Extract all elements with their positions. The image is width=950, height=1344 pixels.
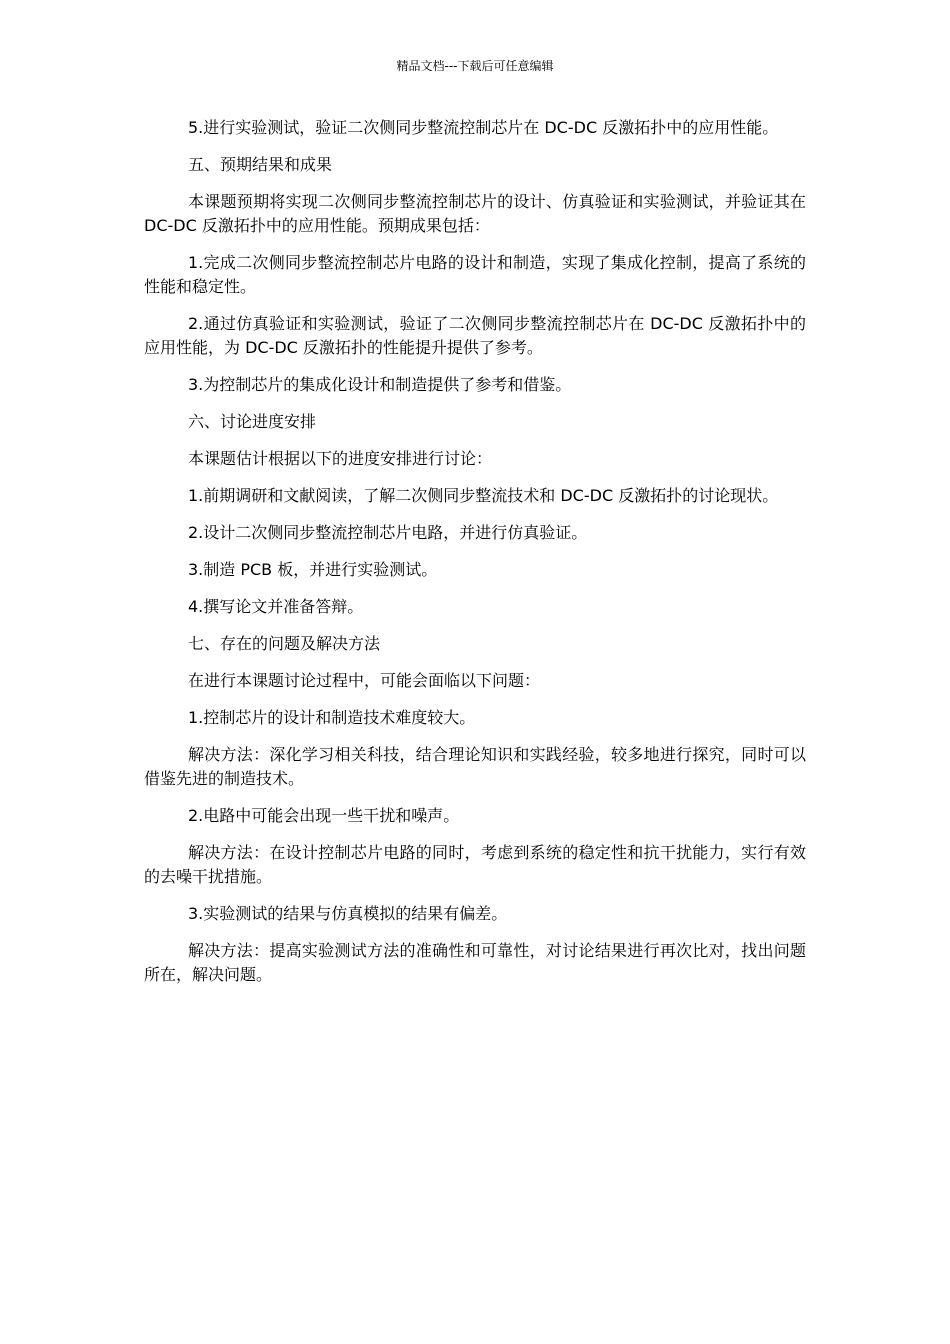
paragraph-solution-3: 解决方法：提高实验测试方法的准确性和可靠性，对讨论结果进行再次比对，找出问题所在，解决问题。: [144, 941, 806, 984]
section-heading-expected-results: 五、预期结果和成果: [188, 155, 333, 174]
paragraph-solution-1: 解决方法：深化学习相关科技，结合理论知识和实践经验，较多地进行探究，同时可以借鉴先进的制造技术。: [144, 745, 806, 788]
paragraph-result-item-3: 3.为控制芯片的集成化设计和制造提供了参考和借鉴。: [188, 375, 572, 394]
paragraph-solution-2: 解决方法：在设计控制芯片电路的同时，考虑到系统的稳定性和抗干扰能力，实行有效的去噪干扰措施。: [144, 843, 806, 886]
paragraph-schedule-intro: 本课题估计根据以下的进度安排进行讨论：: [188, 449, 493, 468]
paragraph-test-item-5: 5.进行实验测试，验证二次侧同步整流控制芯片在 DC-DC 反激拓扑中的应用性能。: [188, 118, 779, 137]
paragraph-problems-intro: 在进行本课题讨论过程中，可能会面临以下问题：: [188, 671, 541, 690]
paragraph-schedule-item-1: 1.前期调研和文献阅读，了解二次侧同步整流技术和 DC-DC 反激拓扑的讨论现状。: [188, 486, 779, 505]
paragraph-schedule-item-4: 4.撰写论文并准备答辩。: [188, 597, 364, 616]
paragraph-result-item-1: 1.完成二次侧同步整流控制芯片电路的设计和制造，实现了集成化控制，提高了系统的性能和稳定性。: [144, 253, 806, 296]
section-heading-schedule: 六、讨论进度安排: [188, 412, 317, 431]
paragraph-problem-3: 3.实验测试的结果与仿真模拟的结果有偏差。: [188, 904, 508, 923]
paragraph-expected-intro: 本课题预期将实现二次侧同步整流控制芯片的设计、仿真验证和实验测试，并验证其在 DC-DC 反激拓扑中的应用性能。预期成果包括：: [144, 192, 806, 235]
paragraph-schedule-item-2: 2.设计二次侧同步整流控制芯片电路，并进行仿真验证。: [188, 523, 588, 542]
page-header: 精品文档---下载后可任意编辑: [396, 59, 554, 73]
paragraph-problem-1: 1.控制芯片的设计和制造技术难度较大。: [188, 708, 476, 727]
section-heading-problems: 七、存在的问题及解决方法: [188, 634, 381, 653]
document-body: [144, 116, 806, 1000]
paragraph-result-item-2: 2.通过仿真验证和实验测试，验证了二次侧同步整流控制芯片在 DC-DC 反激拓扑中的应用性能，为 DC-DC 反激拓扑的性能提升提供了参考。: [144, 314, 806, 357]
paragraph-problem-2: 2.电路中可能会出现一些干扰和噪声。: [188, 806, 460, 825]
paragraph-schedule-item-3: 3.制造 PCB 板，并进行实验测试。: [188, 560, 438, 579]
